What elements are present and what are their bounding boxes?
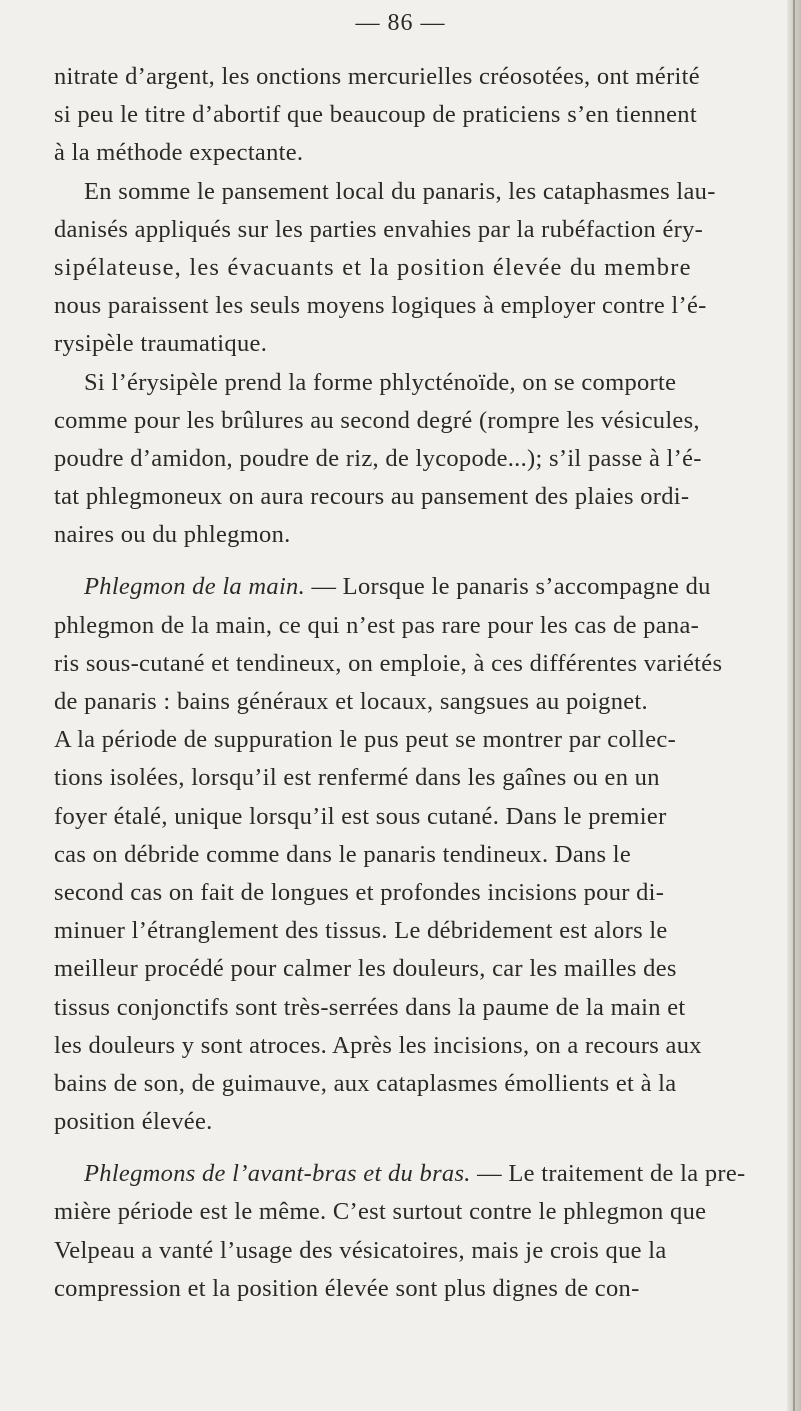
page-number: — 86 — (355, 10, 446, 36)
section-first-line (54, 1155, 781, 1193)
paragraph-gap (54, 554, 781, 568)
text-line: poudre d’amidon, poudre de riz, de lycopode...); s’il passe à l’é- (54, 444, 702, 472)
text-line: bains de son, de guimauve, aux cataplasmes émollients et à la (54, 1069, 677, 1097)
text-line: tions isolées, lorsqu’il est renfermé dans les gaînes ou en un (54, 764, 660, 792)
text-line: tat phlegmoneux on aura recours au pansement des plaies ordi- (54, 483, 690, 511)
text-line: rysipèle traumatique. (54, 330, 268, 358)
text-line: Si l’érysipèle prend la forme phlycténoïde, on se comporte (84, 368, 677, 396)
body-text (54, 58, 781, 1308)
text-line: tissus conjonctifs sont très-serrées dans la paume de la main et (54, 993, 686, 1021)
text-line: cas on débride comme dans le panaris tendineux. Dans le (54, 840, 632, 868)
text-line: minuer l’étranglement des tissus. Le débridement est alors le (54, 917, 668, 945)
section-first-line (54, 568, 781, 606)
text-line: à la méthode expectante. (54, 139, 304, 167)
text-line: sipélateuse, les évacuants et la position élevée du membre (54, 253, 692, 281)
text-line: naires ou du phlegmon. (54, 521, 291, 549)
text-line: Velpeau a vanté l’usage des vésicatoires, mais je crois que la (54, 1236, 667, 1264)
text-line: comme pour les brûlures au second degré (rompre les vésicules, (54, 406, 700, 434)
text-line: nitrate d’argent, les onctions mercurielles créosotées, ont mérité (54, 63, 700, 90)
text-line: mière période est le même. C’est surtout contre le phlegmon que (54, 1198, 707, 1226)
section-heading-phlegmon-main: Phlegmon de la main. (84, 573, 306, 601)
text-line: position élevée. (54, 1108, 213, 1136)
text-line: second cas on fait de longues et profondes incisions pour di- (54, 878, 665, 906)
text-line: danisés appliqués sur les parties envahies par la rubéfaction éry- (54, 215, 704, 243)
text-line: ris sous-cutané et tendineux, on emploie, à ces différentes variétés (54, 649, 723, 677)
page-edge-line (793, 0, 795, 1411)
section-first-line-text: — Lorsque le panaris s’accompagne du (305, 573, 711, 601)
section-heading-phlegmon-arm: Phlegmons de l’avant-bras et du bras. (84, 1160, 471, 1188)
text-line: de panaris : bains généraux et locaux, sangsues au poignet. (54, 688, 648, 715)
text-line: En somme le pansement local du panaris, les cataphasmes lau- (84, 177, 716, 205)
text-line: phlegmon de la main, ce qui n’est pas rare pour les cas de pana- (54, 611, 700, 639)
text-line: A la période de suppuration le pus peut se montrer par collec- (54, 726, 677, 754)
text-line: meilleur procédé pour calmer les douleurs, car les mailles des (54, 955, 677, 983)
paragraph-gap (54, 1141, 781, 1155)
text-line: les douleurs y sont atroces. Après les incisions, on a recours aux (54, 1031, 702, 1059)
text-line: compression et la position élevée sont plus dignes de con- (54, 1274, 640, 1302)
section-first-line-text: — Le traitement de la pre- (470, 1160, 746, 1188)
text-line: foyer étalé, unique lorsqu’il est sous cutané. Dans le premier (54, 802, 667, 830)
text-line: nous paraissent les seuls moyens logiques à employer contre l’é- (54, 292, 707, 320)
text-line: si peu le titre d’abortif que beaucoup de praticiens s’en tiennent (54, 101, 697, 129)
